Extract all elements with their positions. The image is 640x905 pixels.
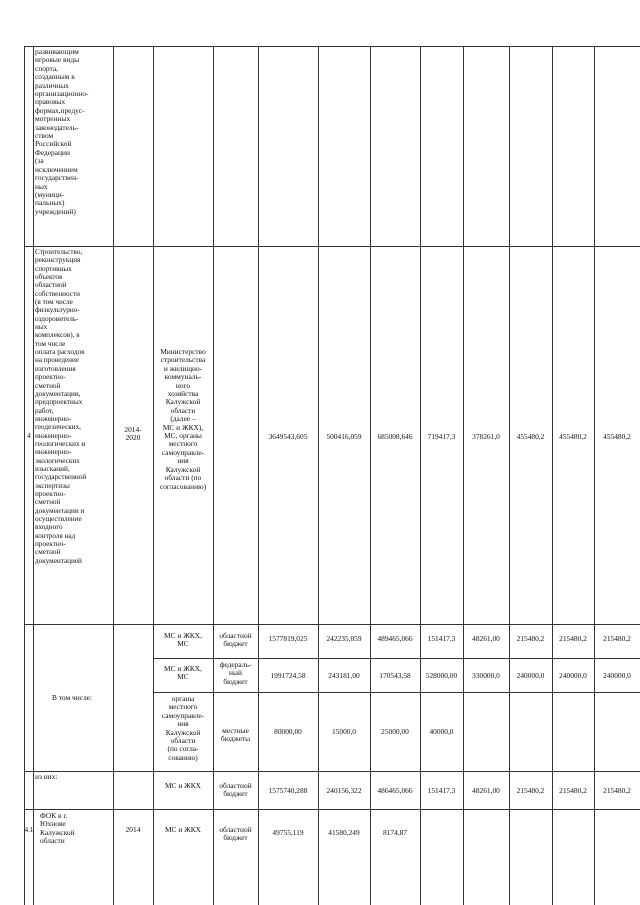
of-them-label: из них: [35, 772, 58, 781]
col-line [213, 46, 214, 905]
incl2-source: федераль- ный бюджет [219, 660, 252, 686]
row4-executor: Министерство строительства и жилищно- коммуналь- ного хозяйства Калужской области (далее – МС и ЖКХ), МС, органы местного самоуправле- ния Калужской области (по согласованию) [159, 347, 207, 491]
incl1-2019: 215480,2 [559, 634, 587, 643]
of-2018: 215480,2 [516, 786, 545, 795]
row4-2017: 378261,0 [472, 432, 500, 441]
incl2-2019: 240000,0 [559, 671, 587, 680]
of-2016: 151417,3 [427, 786, 456, 795]
row-line [153, 658, 640, 659]
col-line [463, 46, 464, 905]
incl3-2015: 25000,00 [381, 727, 409, 736]
row41-2015: 8174,87 [382, 828, 408, 837]
incl2-2014: 243181,00 [328, 671, 360, 680]
row41-number: 4.1 [24, 826, 34, 834]
incl1-2015: 489465,066 [377, 634, 413, 643]
incl3-total: 80000,00 [274, 727, 302, 736]
incl2-total: 1991724,58 [270, 671, 306, 680]
row4-total: 3649543,605 [268, 432, 308, 441]
col-line [370, 46, 371, 905]
of-2015: 486465,066 [377, 786, 413, 795]
incl3-2014: 15000,0 [331, 727, 357, 736]
incl3-executor: органы местного самоуправле- ния Калужской области (по согла- сованию) [161, 694, 205, 762]
col-line [258, 46, 259, 905]
incl2-executor: МС и ЖКХ, МС [164, 664, 202, 682]
incl1-total: 1577819,025 [268, 634, 308, 643]
of-2020: 215480,2 [603, 786, 631, 795]
row4-2014: 500416,059 [326, 432, 362, 441]
col-line [24, 46, 25, 905]
row4-name: Строительство, реконструкция спортивных объектов областной собственности (в том числе физкультурно- оздоровитель- ных комплексов), в том числе оплата расходов на проведение изготовления проектно- сметной документации, предпроектных работ, инженерно- геодезических, инженерно- геологических и инженерно- экологических изысканий, государственной экспертизы проектно- сметной документации и осуществление входного контроля над проектно- сметной документацией [35, 248, 87, 565]
including-label: В том числе: [52, 693, 92, 702]
row4-2015: 685008,646 [377, 432, 413, 441]
row4-2016: 719417,3 [427, 432, 456, 441]
incl2-2017: 330000,0 [472, 671, 500, 680]
of-executor: МС и ЖКХ [164, 781, 202, 790]
row-line [24, 246, 640, 247]
of-2014: 240156,322 [326, 786, 362, 795]
col-line [594, 46, 595, 905]
incl1-executor: МС и ЖКХ, МС [164, 631, 202, 649]
row4-period: 2014- 2020 [124, 425, 142, 443]
row-line [24, 46, 640, 47]
row41-source: областной бюджет [219, 825, 252, 843]
row-line [24, 809, 640, 810]
row4-number: 4 [27, 431, 31, 440]
incl2-2015: 170543,58 [379, 671, 411, 680]
row4-2020: 455480,2 [603, 432, 631, 441]
incl3-source: местные бюджеты [220, 726, 251, 744]
incl1-2014: 242235,059 [326, 634, 362, 643]
row0-name: развивающим игровые виды спорта, созданным в различных организационно- правовых формах,предус- мотренных законодатель- ством Российской Федерации (за исключением государствен- ных (муници- пальных) учреждений) [35, 47, 89, 216]
incl2-2016: 528000,00 [425, 671, 458, 680]
row-line [24, 771, 640, 772]
of-source: областной бюджет [219, 781, 252, 799]
row41-2014: 41580,249 [328, 828, 360, 837]
row41-total: 49755,119 [272, 828, 304, 837]
incl2-2018: 240000,0 [516, 671, 545, 680]
incl1-2016: 151417,3 [427, 634, 456, 643]
incl1-source: областной бюджет [219, 631, 252, 649]
col-line [509, 46, 510, 905]
col-line [552, 46, 553, 905]
row-line [153, 692, 640, 693]
col-line [33, 46, 34, 905]
row4-2018: 455480,2 [516, 432, 545, 441]
incl1-2018: 215480,2 [516, 634, 545, 643]
row41-executor: МС и ЖКХ [164, 825, 202, 834]
incl2-2020: 240000,0 [603, 671, 631, 680]
incl1-2020: 215480,2 [603, 634, 631, 643]
row-line [24, 624, 640, 625]
of-2017: 48261,00 [472, 786, 500, 795]
col-line [318, 46, 319, 905]
incl1-2017: 48261,00 [472, 634, 500, 643]
row4-2019: 455480,2 [559, 432, 587, 441]
of-total: 1575740,288 [268, 786, 308, 795]
incl3-2016: 40000,0 [429, 727, 454, 736]
row41-period: 2014 [125, 825, 141, 834]
row41-name: ФОК в г. Юхнове Калужской области [40, 811, 75, 846]
col-line [420, 46, 421, 905]
of-2019: 215480,2 [559, 786, 587, 795]
